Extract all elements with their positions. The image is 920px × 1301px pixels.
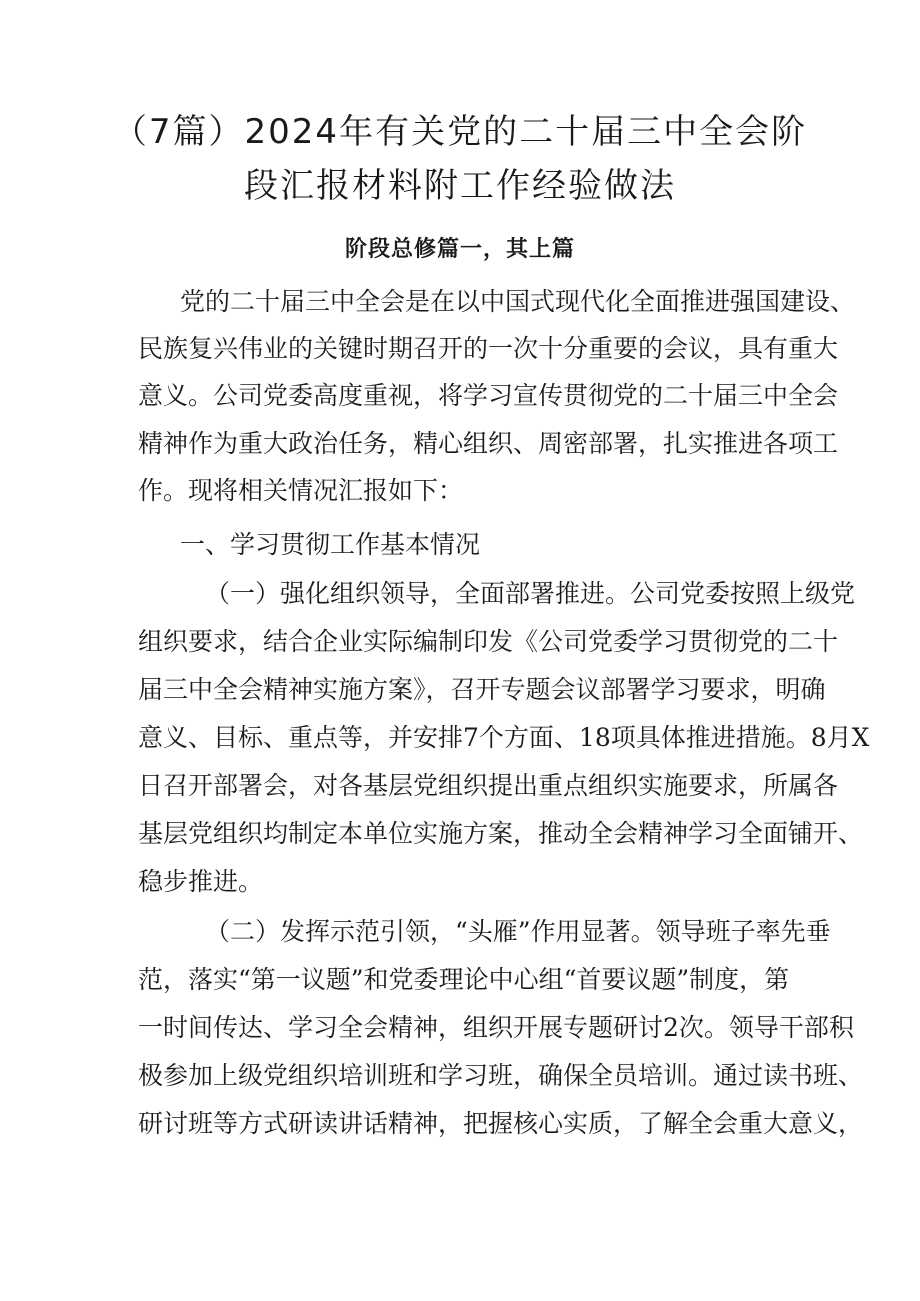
paragraph-line: 作。现将相关情况汇报如下： (138, 476, 464, 505)
paragraph-line: 精神作为重大政治任务，精心组织、周密部署，扎实推进各项工 (138, 429, 839, 458)
document-title-line-2: 段汇报材料附工作经验做法 (244, 166, 676, 206)
paragraph-line: 届三中全会精神实施方案》，召开专题会议部署学习要求，明确 (138, 675, 826, 704)
paragraph-line: （二）发挥示范引领，“头雁”作用显著。领导班子率先垂 (205, 917, 831, 946)
paragraph-line: 极参加上级党组织培训班和学习班，确保全员培训。通过读书班、 (138, 1061, 864, 1090)
paragraph-line: 民族复兴伟业的关键时期召开的一次十分重要的会议，具有重大 (138, 334, 839, 363)
paragraph-line: 稳步推进。 (138, 867, 264, 896)
paragraph-line: 范，落实“第一议题”和党委理论中心组“首要议题”制度，第 (138, 965, 790, 994)
paragraph-line: 意义。公司党委高度重视，将学习宣传贯彻党的二十届三中全会 (138, 381, 839, 410)
document-title-line-1: （7篇）2024年有关党的二十届三中全会阶 (112, 112, 808, 152)
paragraph-line: 党的二十届三中全会是在以中国式现代化全面推进强国建设、 (180, 287, 856, 316)
section-heading: 一、学习贯彻工作基本情况 (180, 530, 481, 559)
paragraph-line: 基层党组织均制定本单位实施方案，推动全会精神学习全面铺开、 (138, 819, 864, 848)
paragraph-line: （一）强化组织领导，全面部署推进。公司党委按照上级党 (205, 579, 856, 608)
paragraph-line: 组织要求，结合企业实际编制印发《公司党委学习贯彻党的二十 (138, 627, 839, 656)
paragraph-line: 研讨班等方式研读讲话精神，把握核心实质，了解全会重大意义， (138, 1109, 864, 1138)
section-subtitle: 阶段总修篇一，其上篇 (344, 236, 575, 262)
paragraph-line: 日召开部署会，对各基层党组织提出重点组织实施要求，所属各 (138, 771, 839, 800)
paragraph-line: 一时间传达、学习全会精神，组织开展专题研讨2次。领导干部积 (138, 1013, 854, 1042)
paragraph-line: 意义、目标、重点等，并安排7个方面、18项具体推进措施。8月X (138, 723, 870, 752)
